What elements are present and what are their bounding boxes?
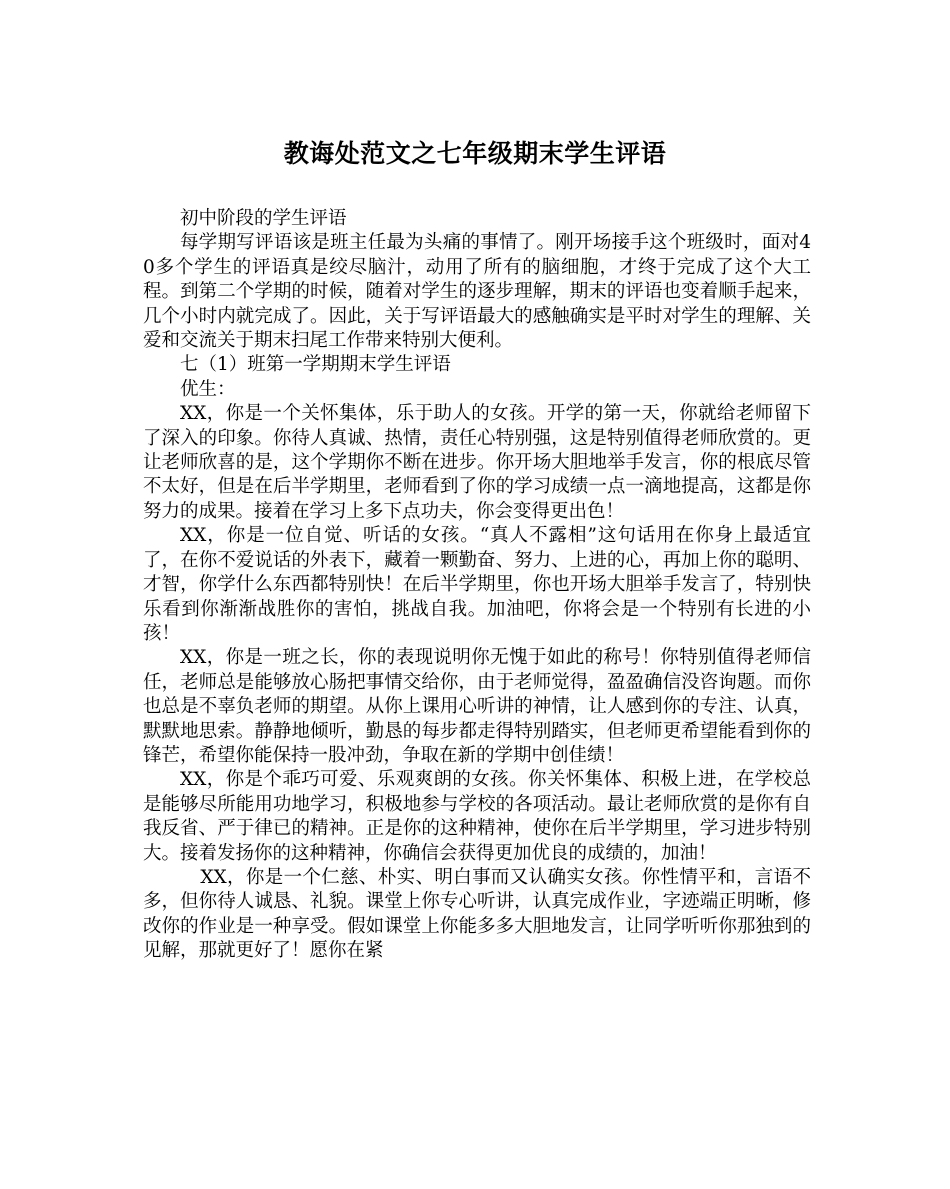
class-heading: 七（1）班第一学期期末学生评语: [180, 354, 451, 376]
section-heading: 初中阶段的学生评语: [180, 208, 347, 229]
comment-paragraph: XX，你是一班之长，你的表现说明你无愧于如此的称号！你特别值得老师信任，老师总是能够放心肠把事情交给你，由于老师觉得，盈盈确信没咨询题。而你也总是不辜负老师的期望。从你上课用心听讲的神情，让人感到你的专注、认真，默默地思索。静静地倾听，勤恳的每步都走得特别踏实，但老师更希望能看到你的锋芒，希望你能保持一股冲劲，争取在新的学期中创佳绩！: [143, 647, 811, 766]
comment-paragraph: XX，你是一个关怀集体，乐于助人的女孩。开学的第一天，你就给老师留下了深入的印象。你待人真诚、热情，责任心特别强，这是特别值得老师欣赏的。更让老师欣喜的是，这个学期你不断在进步。你开场大胆地举手发言，你的根底尽管不太好，但是在后半学期里，老师看到了你的学习成绩一点一滴地提高，这都是你努力的成果。接着在学习上多下点功夫，你会变得更出色！: [143, 403, 811, 522]
category-label: 优生：: [180, 378, 236, 400]
intro-paragraph: 每学期写评语该是班主任最为头痛的事情了。刚开场接手这个班级时，面对40多个学生的评语真是绞尽脑汁，动用了所有的脑细胞，才终于完成了这个大工程。到第二个学期的时候，随着对学生的逐步理解，期末的评语也变着顺手起来，几个小时内就完成了。因此，关于写评语最大的感触确实是平时对学生的理解、关爱和交流关于期末扫尾工作带来特别大便利。: [143, 232, 811, 352]
comment-paragraph: XX，你是个乖巧可爱、乐观爽朗的女孩。你关怀集体、积极上进，在学校总是能够尽所能用功地学习，积极地参与学校的各项活动。最让老师欣赏的是你有自我反省、严于律已的精神。正是你的这种精神，使你在后半学期里，学习进步特别大。接着发扬你的这种精神，你确信会获得更加优良的成绩的，加油！: [143, 769, 811, 864]
comment-paragraph: XX，你是一个仁慈、朴实、明白事而又认确实女孩。你性情平和，言语不多，但你待人诚恳、礼貌。课堂上你专心听讲，认真完成作业，字迹端正明晰，修改你的作业是一种享受。假如课堂上你能多多大胆地发言，让同学听听你那独到的见解，那就更好了！愿你在紧: [143, 866, 811, 962]
document-title: 教诲处范文之七年级期末学生评语: [283, 139, 667, 168]
comment-paragraph: XX，你是一位自觉、听话的女孩。“真人不露相”这句话用在你身上最适宜了，在你不爱说话的外表下，藏着一颗勤奋、努力、上进的心，再加上你的聪明、才智，你学什么东西都特别快！在后半学期里，你也开场大胆举手发言了，特别快乐看到你渐渐战胜你的害怕，挑战自我。加油吧，你将会是一个特别有长进的小孩！: [143, 525, 811, 644]
document-body: [143, 207, 811, 964]
